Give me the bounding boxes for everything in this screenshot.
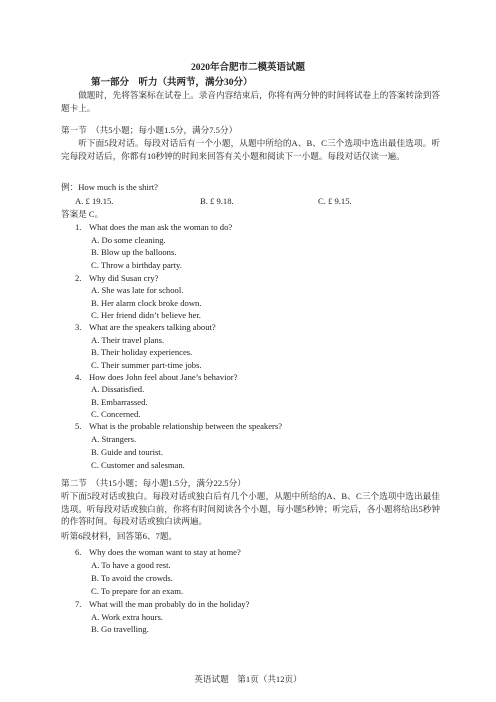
section1-heading: 第一节 （共5小题；每小题1.5分，满分7.5分） [61,125,238,135]
q5-option-c: C. Customer and salesman. [91,460,185,470]
q4-option-a: A. Dissatisfied. [91,384,145,394]
q3-option-a: A. Their travel plans. [91,335,165,345]
q1-option-b: B. Blow up the balloons. [91,247,177,257]
q1-option-a: A. Do some cleaning. [91,235,166,245]
page-footer: 英语试题 第1页（共12页） [194,674,302,684]
question-3: 3. What are the speakers talking about? [75,322,216,332]
q6-option-c: C. To prepare for an exam. [91,586,184,596]
section2-heading: 第二节 （共15小题；每小题1.5分，满分22.5分） [61,478,246,488]
q5-option-a: A. Strangers. [91,434,137,444]
q2-option-a: A. She was late for school. [91,285,184,295]
q3-option-b: B. Their holiday experiences. [91,347,193,357]
q1-option-c: C. Throw a birthday party. [91,260,182,270]
q5-option-b: B. Guide and tourist. [91,447,163,457]
question-5: 5. What is the probable relationship between the speakers? [75,421,283,431]
section2-instructions: 听下面5段对话或独白。每段对话或独白后有几个小题，从题中所给的A、B、C三个选项中选出最佳选项。听每段对话或独白前，你将有时间阅读各个小题，每小题5秒钟；听完后，各小题将给出5秒钟的作答时间。每段对话或独白读两遍。 [61,491,440,527]
section1-instructions: 听下面5段对话。每段对话后有一个小题，从题中所给的A、B、C三个选项中选出最佳选项。听完每段对话后，你都有10秒钟的时间来回答有关小题和阅读下一小题。每段对话仅读一遍。 [61,138,440,161]
example-question: 例：How much is the shirt? [61,182,158,192]
material-6-note: 听第6段材料，回答第6、7题。 [61,531,178,541]
exam-title: 2020年合肥市二模英语试题 [190,63,305,73]
q3-option-c: C. Their summer part-time jobs. [91,360,202,370]
q2-option-c: C. Her friend didn’t believe her. [91,310,201,320]
part-heading: 第一部分 听力（共两节，满分30分） [91,78,253,88]
q4-option-c: C. Concerned. [91,409,141,419]
q4-option-b: B. Embarrassed. [91,397,148,407]
question-1: 1. What does the man ask the woman to do? [75,222,233,232]
q6-option-a: A. To have a good rest. [91,560,171,570]
example-answer: 答案是 C。 [61,209,104,219]
example-option-b: B. £ 9.18. [200,196,234,206]
question-6: 6. Why does the woman want to stay at home? [75,547,241,557]
example-option-c: C. £ 9.15. [318,196,352,206]
example-option-a: A. £ 19.15. [75,196,114,206]
question-2: 2. Why did Susan cry? [75,273,159,283]
q7-option-a: A. Work extra hours. [91,612,163,622]
question-4: 4. How does John feel about Jane’s behavior? [75,372,238,382]
q7-option-b: B. Go travelling. [91,624,149,634]
intro-paragraph: 做题时，先将答案标在试卷上。录音内容结束后，你将有两分钟的时间将试卷上的答案转涂到答题卡上。 [61,90,440,113]
q6-option-b: B. To avoid the crowds. [91,573,173,583]
question-7: 7. What will the man probably do in the holiday? [75,599,250,609]
q2-option-b: B. Her alarm clock broke down. [91,298,202,308]
